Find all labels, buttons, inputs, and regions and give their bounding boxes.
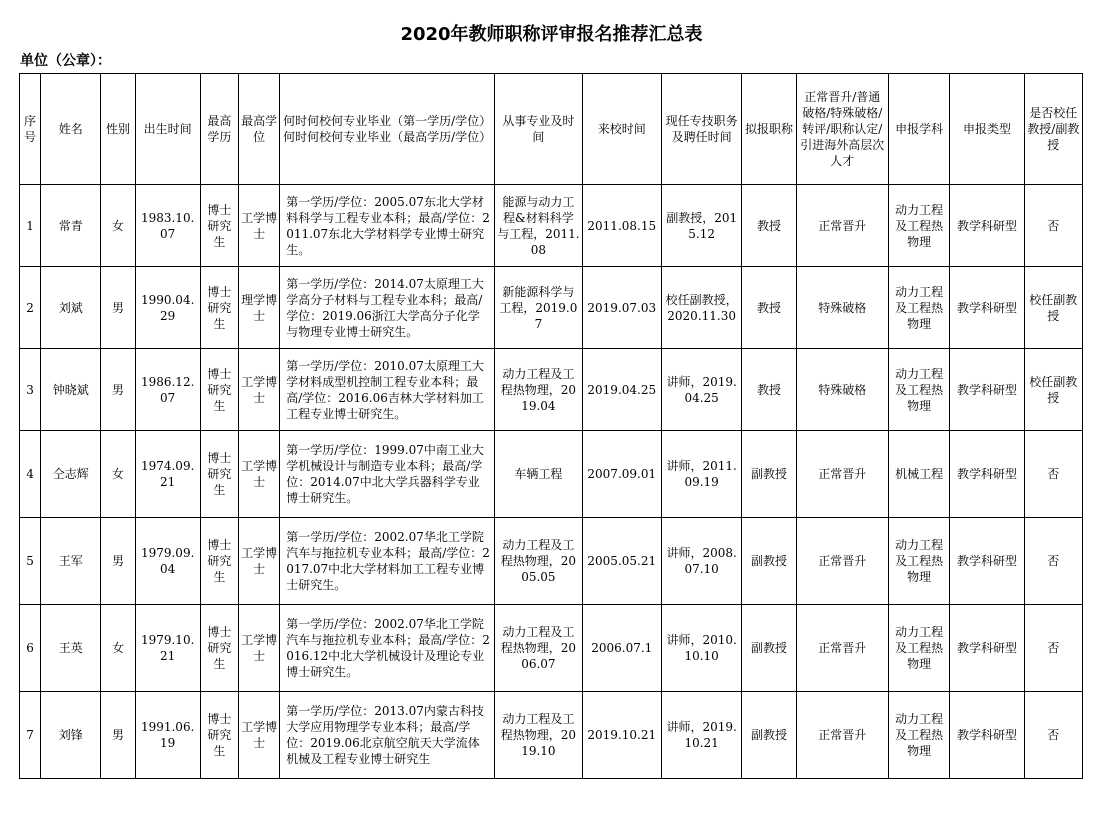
cell-school-appointed: 否 bbox=[1024, 518, 1082, 605]
cell-degree: 工学博士 bbox=[239, 605, 280, 692]
cell-arrival: 2019.10.21 bbox=[582, 692, 661, 779]
cell-subject: 动力工程及工程热物理 bbox=[889, 185, 950, 267]
header-cell: 正常晋升/普通破格/特殊破格/转评/职称认定/引进海外高层次人才 bbox=[796, 74, 888, 185]
cell-no: 2 bbox=[20, 267, 41, 349]
cell-type: 教学科研型 bbox=[950, 185, 1024, 267]
cell-no: 5 bbox=[20, 518, 41, 605]
cell-birth: 1991.06.19 bbox=[135, 692, 200, 779]
cell-degree: 工学博士 bbox=[239, 349, 280, 431]
cell-subject: 动力工程及工程热物理 bbox=[889, 605, 950, 692]
cell-degree: 工学博士 bbox=[239, 692, 280, 779]
cell-school-appointed: 校任副教授 bbox=[1024, 349, 1082, 431]
cell-major: 动力工程及工程热物理，2005.05 bbox=[495, 518, 582, 605]
header-cell: 出生时间 bbox=[135, 74, 200, 185]
cell-path: 正常晋升 bbox=[796, 518, 888, 605]
cell-school-appointed: 校任副教授 bbox=[1024, 267, 1082, 349]
cell-graduation: 第一学历/学位：2010.07太原理工大学材料成型机控制工程专业本科；最高/学位：2016.06吉林大学材料加工工程专业博士研究生。 bbox=[280, 349, 495, 431]
header-cell: 性别 bbox=[101, 74, 135, 185]
cell-school-appointed: 否 bbox=[1024, 185, 1082, 267]
cell-name: 钟晓斌 bbox=[41, 349, 101, 431]
cell-birth: 1986.12.07 bbox=[135, 349, 200, 431]
cell-no: 7 bbox=[20, 692, 41, 779]
cell-path: 特殊破格 bbox=[796, 267, 888, 349]
cell-gender: 男 bbox=[101, 692, 135, 779]
cell-education: 博士研究生 bbox=[200, 267, 238, 349]
cell-degree: 工学博士 bbox=[239, 518, 280, 605]
header-cell: 拟报职称 bbox=[742, 74, 796, 185]
cell-path: 特殊破格 bbox=[796, 349, 888, 431]
cell-subject: 机械工程 bbox=[889, 431, 950, 518]
cell-education: 博士研究生 bbox=[200, 349, 238, 431]
cell-school-appointed: 否 bbox=[1024, 692, 1082, 779]
cell-type: 教学科研型 bbox=[950, 605, 1024, 692]
cell-arrival: 2006.07.1 bbox=[582, 605, 661, 692]
cell-arrival: 2007.09.01 bbox=[582, 431, 661, 518]
table-row bbox=[20, 518, 1083, 605]
cell-graduation: 第一学历/学位：1999.07中南工业大学机械设计与制造专业本科；最高/学位：2014.07中北大学兵器科学专业博士研究生。 bbox=[280, 431, 495, 518]
cell-current-post: 讲师，2011.09.19 bbox=[661, 431, 741, 518]
cell-no: 6 bbox=[20, 605, 41, 692]
cell-degree: 理学博士 bbox=[239, 267, 280, 349]
cell-current-post: 讲师，2019.10.21 bbox=[661, 692, 741, 779]
header-cell: 从事专业及时间 bbox=[495, 74, 582, 185]
header-cell: 现任专技职务及聘任时间 bbox=[661, 74, 741, 185]
cell-education: 博士研究生 bbox=[200, 605, 238, 692]
table-row bbox=[20, 605, 1083, 692]
cell-name: 刘锋 bbox=[41, 692, 101, 779]
cell-type: 教学科研型 bbox=[950, 692, 1024, 779]
cell-applied-title: 教授 bbox=[742, 185, 796, 267]
header-cell: 姓名 bbox=[41, 74, 101, 185]
summary-table bbox=[19, 73, 1083, 779]
cell-subject: 动力工程及工程热物理 bbox=[889, 267, 950, 349]
cell-applied-title: 副教授 bbox=[742, 518, 796, 605]
cell-graduation: 第一学历/学位：2014.07太原理工大学高分子材料与工程专业本科；最高/学位：2019.06浙江大学高分子化学与物理专业博士研究生。 bbox=[280, 267, 495, 349]
cell-name: 王英 bbox=[41, 605, 101, 692]
cell-birth: 1979.10.21 bbox=[135, 605, 200, 692]
cell-path: 正常晋升 bbox=[796, 185, 888, 267]
cell-birth: 1983.10.07 bbox=[135, 185, 200, 267]
header-cell: 申报学科 bbox=[889, 74, 950, 185]
cell-name: 刘斌 bbox=[41, 267, 101, 349]
cell-no: 1 bbox=[20, 185, 41, 267]
cell-arrival: 2005.05.21 bbox=[582, 518, 661, 605]
cell-no: 3 bbox=[20, 349, 41, 431]
cell-major: 动力工程及工程热物理，2019.10 bbox=[495, 692, 582, 779]
cell-current-post: 讲师，2010.10.10 bbox=[661, 605, 741, 692]
cell-name: 王军 bbox=[41, 518, 101, 605]
cell-path: 正常晋升 bbox=[796, 431, 888, 518]
cell-arrival: 2019.07.03 bbox=[582, 267, 661, 349]
cell-school-appointed: 否 bbox=[1024, 431, 1082, 518]
cell-gender: 男 bbox=[101, 349, 135, 431]
cell-applied-title: 教授 bbox=[742, 267, 796, 349]
cell-path: 正常晋升 bbox=[796, 692, 888, 779]
cell-path: 正常晋升 bbox=[796, 605, 888, 692]
header-cell: 最高学历 bbox=[200, 74, 238, 185]
cell-no: 4 bbox=[20, 431, 41, 518]
header-cell: 来校时间 bbox=[582, 74, 661, 185]
cell-school-appointed: 否 bbox=[1024, 605, 1082, 692]
cell-degree: 工学博士 bbox=[239, 185, 280, 267]
cell-birth: 1979.09.04 bbox=[135, 518, 200, 605]
header-cell: 何时何校何专业毕业（第一学历/学位）何时何校何专业毕业（最高学历/学位） bbox=[280, 74, 495, 185]
cell-education: 博士研究生 bbox=[200, 185, 238, 267]
cell-education: 博士研究生 bbox=[200, 518, 238, 605]
table-row bbox=[20, 185, 1083, 267]
cell-major: 动力工程及工程热物理，2019.04 bbox=[495, 349, 582, 431]
cell-birth: 1990.04.29 bbox=[135, 267, 200, 349]
cell-arrival: 2019.04.25 bbox=[582, 349, 661, 431]
header-cell: 申报类型 bbox=[950, 74, 1024, 185]
cell-applied-title: 副教授 bbox=[742, 431, 796, 518]
cell-education: 博士研究生 bbox=[200, 692, 238, 779]
cell-type: 教学科研型 bbox=[950, 267, 1024, 349]
cell-gender: 女 bbox=[101, 605, 135, 692]
cell-current-post: 讲师，2019.04.25 bbox=[661, 349, 741, 431]
cell-type: 教学科研型 bbox=[950, 431, 1024, 518]
cell-major: 动力工程及工程热物理，2006.07 bbox=[495, 605, 582, 692]
cell-subject: 动力工程及工程热物理 bbox=[889, 518, 950, 605]
cell-gender: 女 bbox=[101, 185, 135, 267]
cell-type: 教学科研型 bbox=[950, 518, 1024, 605]
cell-current-post: 讲师，2008.07.10 bbox=[661, 518, 741, 605]
cell-name: 常青 bbox=[41, 185, 101, 267]
cell-graduation: 第一学历/学位：2005.07东北大学材料科学与工程专业本科；最高/学位：2011.07东北大学材料学专业博士研究生。 bbox=[280, 185, 495, 267]
cell-subject: 动力工程及工程热物理 bbox=[889, 349, 950, 431]
cell-subject: 动力工程及工程热物理 bbox=[889, 692, 950, 779]
cell-applied-title: 副教授 bbox=[742, 605, 796, 692]
table-row bbox=[20, 267, 1083, 349]
cell-graduation: 第一学历/学位：2002.07华北工学院汽车与拖拉机专业本科；最高/学位：2016.12中北大学机械设计及理论专业博士研究生。 bbox=[280, 605, 495, 692]
table-row bbox=[20, 349, 1083, 431]
cell-major: 能源与动力工程&材料科学与工程，2011.08 bbox=[495, 185, 582, 267]
cell-gender: 男 bbox=[101, 518, 135, 605]
header-cell: 最高学位 bbox=[239, 74, 280, 185]
cell-current-post: 校任副教授，2020.11.30 bbox=[661, 267, 741, 349]
cell-graduation: 第一学历/学位：2002.07华北工学院汽车与拖拉机专业本科；最高/学位：2017.07中北大学材料加工工程专业博士研究生。 bbox=[280, 518, 495, 605]
header-cell: 是否校任教授/副教授 bbox=[1024, 74, 1082, 185]
page-title: 2020年教师职称评审报名推荐汇总表 bbox=[400, 24, 703, 45]
cell-major: 新能源科学与工程，2019.07 bbox=[495, 267, 582, 349]
cell-gender: 男 bbox=[101, 267, 135, 349]
cell-current-post: 副教授，2015.12 bbox=[661, 185, 741, 267]
cell-applied-title: 副教授 bbox=[742, 692, 796, 779]
cell-gender: 女 bbox=[101, 431, 135, 518]
cell-birth: 1974.09.21 bbox=[135, 431, 200, 518]
table-row bbox=[20, 431, 1083, 518]
cell-arrival: 2011.08.15 bbox=[582, 185, 661, 267]
cell-graduation: 第一学历/学位：2013.07内蒙古科技大学应用物理学专业本科；最高/学位：2019.06北京航空航天大学流体机械及工程专业博士研究生 bbox=[280, 692, 495, 779]
cell-major: 车辆工程 bbox=[495, 431, 582, 518]
cell-degree: 工学博士 bbox=[239, 431, 280, 518]
cell-name: 仝志辉 bbox=[41, 431, 101, 518]
cell-type: 教学科研型 bbox=[950, 349, 1024, 431]
table-row bbox=[20, 692, 1083, 779]
header-cell: 序号 bbox=[20, 74, 41, 185]
cell-education: 博士研究生 bbox=[200, 431, 238, 518]
cell-applied-title: 教授 bbox=[742, 349, 796, 431]
header-row bbox=[20, 74, 1083, 185]
unit-seal-label: 单位（公章）： bbox=[20, 53, 111, 69]
